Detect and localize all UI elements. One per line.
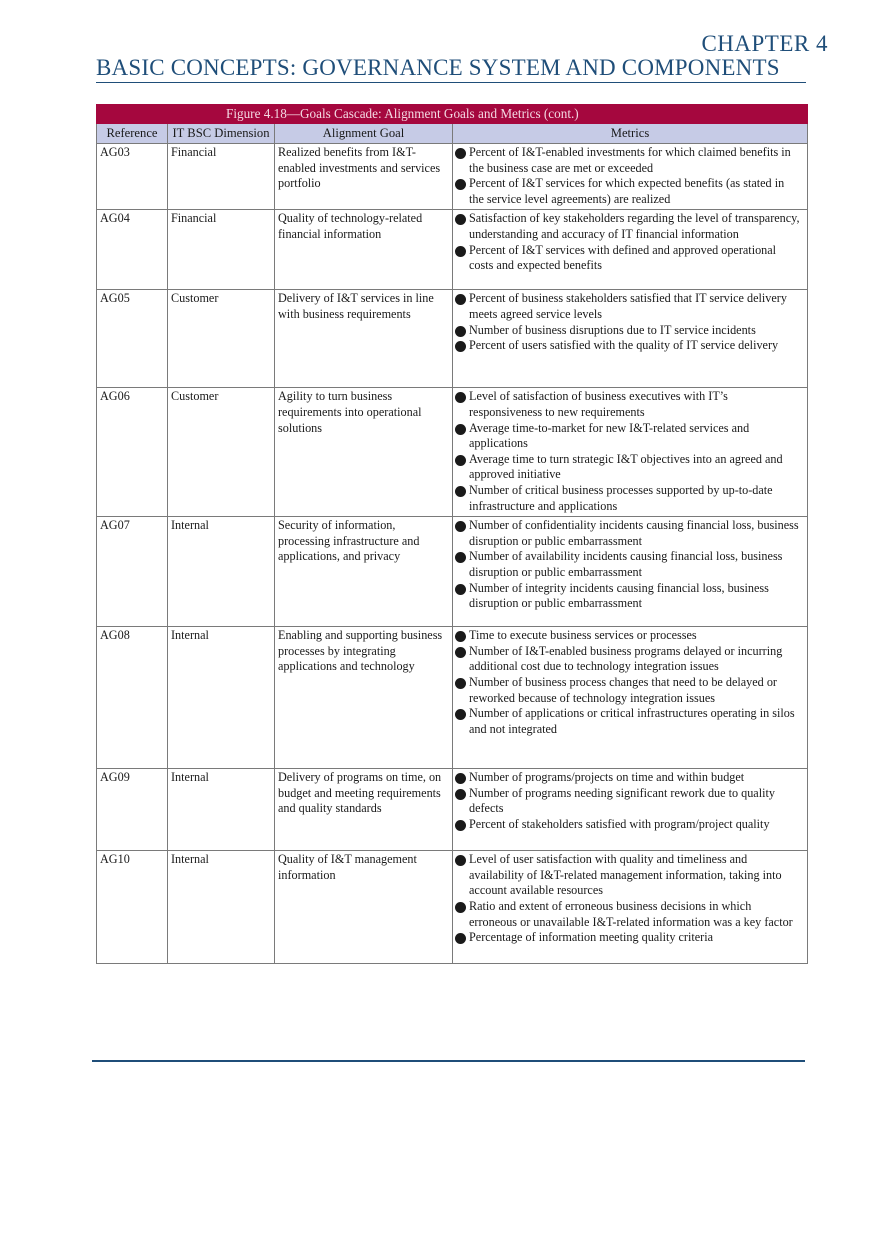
dimension-cell: Financial	[168, 210, 275, 290]
footer-divider	[92, 1060, 805, 1062]
reference-cell: AG10	[97, 851, 168, 964]
metric-item: Number of integrity incidents causing financial loss, business disruption or public embarrassment	[454, 581, 801, 612]
metrics-cell	[453, 517, 808, 627]
reference-cell: AG09	[97, 769, 168, 851]
metric-item: Satisfaction of key stakeholders regarding the level of transparency, understanding and accuracy of IT financial information	[454, 211, 801, 242]
goal-cell: Agility to turn business requirements into operational solutions	[275, 388, 453, 517]
column-header-row	[97, 124, 808, 144]
metrics-cell	[453, 210, 808, 290]
dimension-cell: Customer	[168, 290, 275, 388]
goal-cell: Enabling and supporting business processes by integrating applications and technology	[275, 627, 453, 769]
goal-rows	[97, 144, 808, 964]
table-row	[97, 851, 808, 964]
metric-item: Percent of I&T services for which expected benefits (as stated in the service level agreements) are realized	[454, 176, 801, 207]
dimension-cell: Financial	[168, 144, 275, 210]
metrics-list	[454, 852, 801, 946]
metrics-cell	[453, 627, 808, 769]
metric-item: Ratio and extent of erroneous business decisions in which erroneous or unavailable I&T-related information was a key factor	[454, 899, 801, 930]
reference-cell: AG08	[97, 627, 168, 769]
reference-cell: AG05	[97, 290, 168, 388]
metrics-cell	[453, 851, 808, 964]
metric-item: Number of availability incidents causing financial loss, business disruption or public embarrassment	[454, 549, 801, 580]
metric-item: Percent of stakeholders satisfied with program/project quality	[454, 817, 801, 833]
metric-item: Number of business process changes that need to be delayed or reworked because of technology integration issues	[454, 675, 801, 706]
column-header-dimension: IT BSC Dimension	[168, 124, 275, 144]
metrics-list	[454, 145, 801, 207]
reference-cell: AG03	[97, 144, 168, 210]
chapter-heading: CHAPTER 4	[701, 31, 828, 56]
metric-item: Percentage of information meeting quality criteria	[454, 930, 801, 946]
goal-cell: Quality of technology-related financial information	[275, 210, 453, 290]
metrics-cell	[453, 769, 808, 851]
dimension-cell: Customer	[168, 388, 275, 517]
table-row	[97, 517, 808, 627]
alignment-goals-table	[96, 104, 808, 964]
metric-item: Percent of I&T-enabled investments for which claimed benefits in the business case are met or exceeded	[454, 145, 801, 176]
chapter-subtitle: BASIC CONCEPTS: GOVERNANCE SYSTEM AND COMPONENTS	[96, 56, 780, 80]
table-row	[97, 210, 808, 290]
metric-item: Number of applications or critical infrastructures operating in silos and not integrated	[454, 706, 801, 737]
dimension-cell: Internal	[168, 627, 275, 769]
dimension-cell: Internal	[168, 851, 275, 964]
column-header-metrics: Metrics	[453, 124, 808, 144]
metric-item: Level of user satisfaction with quality and timeliness and availability of I&T-related management information, taking into account available resources	[454, 852, 801, 899]
goal-cell: Quality of I&T management information	[275, 851, 453, 964]
dimension-cell: Internal	[168, 517, 275, 627]
table-row	[97, 627, 808, 769]
goal-cell: Realized benefits from I&T-enabled investments and services portfolio	[275, 144, 453, 210]
metrics-list	[454, 628, 801, 737]
metric-item: Number of I&T-enabled business programs delayed or incurring additional cost due to technology integration issues	[454, 644, 801, 675]
reference-cell: AG04	[97, 210, 168, 290]
reference-cell: AG06	[97, 388, 168, 517]
table-row	[97, 388, 808, 517]
metrics-list	[454, 518, 801, 612]
figure-title: Figure 4.18—Goals Cascade: Alignment Goals and Metrics (cont.)	[97, 105, 808, 124]
metric-item: Time to execute business services or processes	[454, 628, 801, 644]
metrics-list	[454, 770, 801, 832]
metric-item: Number of business disruptions due to IT service incidents	[454, 323, 801, 339]
header-divider	[96, 82, 806, 83]
metric-item: Average time-to-market for new I&T-related services and applications	[454, 421, 801, 452]
metrics-list	[454, 291, 801, 353]
column-header-reference: Reference	[97, 124, 168, 144]
metrics-cell	[453, 388, 808, 517]
metric-item: Level of satisfaction of business executives with IT’s responsiveness to new requirements	[454, 389, 801, 420]
metric-item: Number of programs needing significant rework due to quality defects	[454, 786, 801, 817]
metric-item: Number of confidentiality incidents causing financial loss, business disruption or public embarrassment	[454, 518, 801, 549]
metrics-list	[454, 211, 801, 273]
column-header-goal: Alignment Goal	[275, 124, 453, 144]
goal-cell: Security of information, processing infrastructure and applications, and privacy	[275, 517, 453, 627]
goal-cell: Delivery of programs on time, on budget and meeting requirements and quality standards	[275, 769, 453, 851]
table-row	[97, 290, 808, 388]
dimension-cell: Internal	[168, 769, 275, 851]
table-row	[97, 769, 808, 851]
reference-cell: AG07	[97, 517, 168, 627]
metric-item: Number of critical business processes supported by up-to-date infrastructure and applications	[454, 483, 801, 514]
goal-cell: Delivery of I&T services in line with business requirements	[275, 290, 453, 388]
metrics-cell	[453, 290, 808, 388]
metric-item: Percent of business stakeholders satisfied that IT service delivery meets agreed service levels	[454, 291, 801, 322]
metric-item: Average time to turn strategic I&T objectives into an agreed and approved initiative	[454, 452, 801, 483]
metric-item: Number of programs/projects on time and within budget	[454, 770, 801, 786]
table-row	[97, 144, 808, 210]
metrics-cell	[453, 144, 808, 210]
metric-item: Percent of I&T services with defined and approved operational costs and expected benefits	[454, 243, 801, 274]
metric-item: Percent of users satisfied with the quality of IT service delivery	[454, 338, 801, 354]
metrics-list	[454, 389, 801, 514]
